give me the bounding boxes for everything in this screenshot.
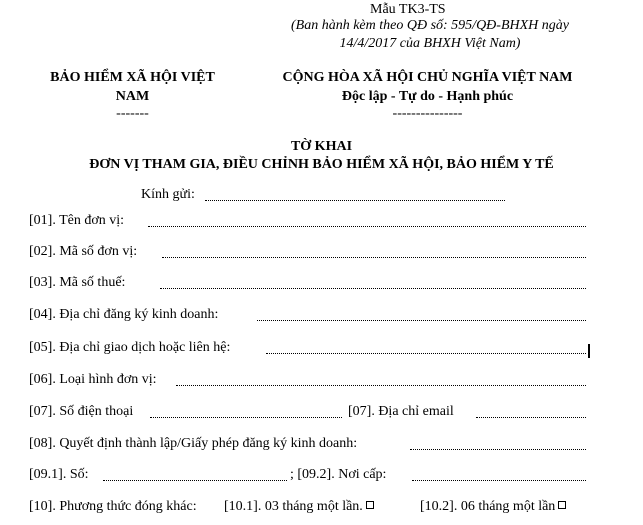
field-07-phone-input[interactable] xyxy=(150,417,342,418)
text-cursor xyxy=(588,344,590,358)
field-10-label: [10]. Phương thức đóng khác: xyxy=(29,499,197,514)
field-07-email-input[interactable] xyxy=(476,417,586,418)
field-04-label: [04]. Địa chỉ đăng ký kinh doanh: xyxy=(29,307,219,322)
republic-rule: --------------- xyxy=(392,106,463,121)
agency-name-line2: NAM xyxy=(115,89,150,104)
field-09-1-label: [09.1]. Số: xyxy=(29,467,89,482)
option-10-1-label: [10.1]. 03 tháng một lần. xyxy=(224,499,363,514)
field-01-input[interactable] xyxy=(148,226,586,227)
field-08-label: [08]. Quyết định thành lập/Giấy phép đăng ký kinh doanh: xyxy=(29,436,358,451)
recipient-field[interactable] xyxy=(205,200,505,201)
option-10-2-checkbox[interactable] xyxy=(558,501,566,509)
field-02-label: [02]. Mã số đơn vị: xyxy=(29,244,138,259)
field-06-input[interactable] xyxy=(176,385,586,386)
field-09-2-input[interactable] xyxy=(412,480,586,481)
field-01-label: [01]. Tên đơn vị: xyxy=(29,213,125,228)
issuance-note-line2: 14/4/2017 của BHXH Việt Nam) xyxy=(339,36,521,51)
form-code: Mẫu TK3-TS xyxy=(370,2,446,17)
option-10-1-checkbox[interactable] xyxy=(366,501,374,509)
document-title: TỜ KHAI xyxy=(290,139,353,154)
field-07-phone-label: [07]. Số điện thoại xyxy=(29,404,134,419)
field-05-input[interactable] xyxy=(266,353,586,354)
recipient-label: Kính gửi: xyxy=(141,187,195,202)
field-09-2-label: ; [09.2]. Nơi cấp: xyxy=(290,467,387,482)
field-02-input[interactable] xyxy=(162,257,586,258)
issuance-note-line1: (Ban hành kèm theo QĐ số: 595/QĐ-BHXH ngày xyxy=(291,18,569,33)
field-09-1-input[interactable] xyxy=(103,480,287,481)
field-08-input[interactable] xyxy=(410,449,586,450)
field-06-label: [06]. Loại hình đơn vị: xyxy=(29,372,157,387)
option-10-2-label: [10.2]. 06 tháng một lần xyxy=(420,499,556,514)
option-10-1[interactable] xyxy=(224,499,374,515)
agency-name-line1: BẢO HIỂM XÃ HỘI VIỆT xyxy=(50,70,215,85)
field-05-label: [05]. Địa chỉ giao dịch hoặc liên hệ: xyxy=(29,340,231,355)
field-03-label: [03]. Mã số thuế: xyxy=(29,275,126,290)
document-subtitle: ĐƠN VỊ THAM GIA, ĐIỀU CHỈNH BẢO HIỂM XÃ HỘI, BẢO HIỂM Y TẾ xyxy=(89,157,554,172)
republic-motto: Độc lập - Tự do - Hạnh phúc xyxy=(341,89,514,104)
option-10-2[interactable] xyxy=(420,499,566,515)
field-07-email-label: [07]. Địa chỉ email xyxy=(348,404,454,419)
republic-title: CỘNG HÒA XÃ HỘI CHỦ NGHĨA VIỆT NAM xyxy=(282,70,573,85)
field-04-input[interactable] xyxy=(257,320,586,321)
field-03-input[interactable] xyxy=(160,288,586,289)
agency-rule: ------- xyxy=(116,106,149,121)
